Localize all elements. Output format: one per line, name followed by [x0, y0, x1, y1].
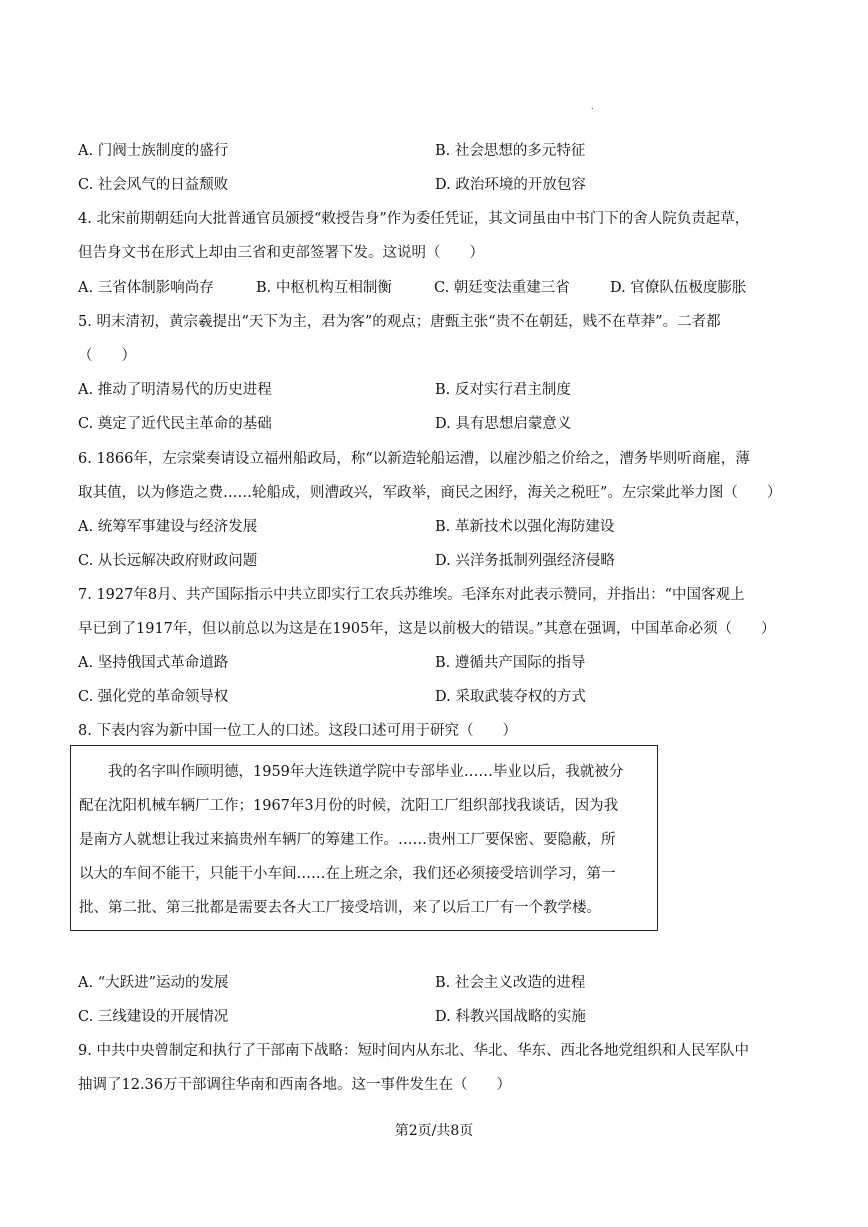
q5-stem-line-1: 5. 明末清初，黄宗羲提出“天下为主，君为客”的观点；唐甄主张“贵不在朝廷，贱不在草莽”。二者都 [78, 314, 721, 330]
q4-option-b: B. 中枢机构互相制衡 [256, 280, 392, 296]
page-mark: . [591, 102, 594, 111]
page-number: 第2页/共8页 [394, 1123, 474, 1139]
q5-stem-line-2: （ ） [78, 348, 136, 364]
q7-option-d: D. 采取武装夺权的方式 [435, 689, 586, 705]
box-line-3: 是南方人就想让我过来搞贵州车辆厂的筹建工作。……贵州工厂要保密、要隐蔽，所 [79, 832, 616, 848]
box-line-5: 批、第二批、第三批都是需要去各大工厂接受培训，来了以后工厂有一个教学楼。 [79, 900, 601, 916]
box-line-1: 我的名字叫作顾明德，1959年大连铁道学院中专部毕业……毕业以后，我就被分 [79, 764, 624, 780]
q6-option-a: A. 统筹军事建设与经济发展 [78, 519, 258, 535]
q6-option-b: B. 革新技术以强化海防建设 [435, 519, 615, 535]
q4-stem-line-1: 4. 北宋前期朝廷向大批普通官员颁授“敕授告身”作为委任凭证，其文词虽由中书门下的舍人院负责起草， [78, 211, 750, 227]
q7-stem-line-2: 早已到了1917年，但以前总以为这是在1905年，这是以前极大的错误。”其意在强调，中国革命必须（ ） [78, 621, 776, 637]
q9-stem-line-2: 抽调了12.36万干部调往华南和西南各地。这一事件发生在（ ） [78, 1077, 512, 1093]
q8-stem: 8. 下表内容为新中国一位工人的口述。这段口述可用于研究（ ） [78, 723, 517, 739]
q5-option-c: C. 奠定了近代民主革命的基础 [78, 416, 272, 432]
q7-option-a: A. 坚持俄国式革命道路 [78, 655, 229, 671]
q9-stem-line-1: 9. 中共中央曾制定和执行了干部南下战略：短时间内从东北、华北、华东、西北各地党组织和人民军队中 [78, 1043, 749, 1059]
q8-option-c: C. 三线建设的开展情况 [78, 1009, 229, 1025]
q8-option-b: B. 社会主义改造的进程 [435, 975, 586, 991]
q3-option-c: C. 社会风气的日益颓败 [78, 177, 229, 193]
q6-stem-line-2: 取其值，以为修造之费……轮船成，则漕政兴，军政举，商民之困纾，海关之税旺”。左宗棠此举力图（ ） [78, 485, 782, 501]
q5-option-b: B. 反对实行君主制度 [435, 382, 571, 398]
q6-option-d: D. 兴洋务抵制列强经济侵略 [435, 553, 615, 569]
q4-option-c: C. 朝廷变法重建三省 [434, 280, 570, 296]
q8-option-a: A. “大跃进”运动的发展 [78, 975, 229, 991]
q5-option-d: D. 具有思想启蒙意义 [435, 416, 572, 432]
q7-option-c: C. 强化党的革命领导权 [78, 689, 229, 705]
q4-stem-line-2: 但告身文书在形式上却由三省和吏部签署下发。这说明（ ） [78, 245, 484, 261]
q4-option-a: A. 三省体制影响尚存 [78, 280, 214, 296]
q3-option-a: A. 门阀士族制度的盛行 [78, 143, 229, 159]
q7-stem-line-1: 7. 1927年8月、共产国际指示中共立即实行工农兵苏维埃。毛泽东对此表示赞同，并指出：“中国客观上 [78, 587, 745, 603]
q8-option-d: D. 科教兴国战略的实施 [435, 1009, 586, 1025]
q4-option-d: D. 官僚队伍极度膨胀 [610, 280, 747, 296]
q6-option-c: C. 从长远解决政府财政问题 [78, 553, 258, 569]
q5-option-a: A. 推动了明清易代的历史进程 [78, 382, 272, 398]
box-line-4: 以大的车间不能干，只能干小车间……在上班之余，我们还必须接受培训学习，第一 [79, 866, 616, 882]
q3-option-d: D. 政治环境的开放包容 [435, 177, 586, 193]
box-line-2: 配在沈阳机械车辆厂工作；1967年3月份的时候，沈阳工厂组织部找我谈话，因为我 [79, 798, 619, 814]
q7-option-b: B. 遵循共产国际的指导 [435, 655, 586, 671]
oral-history-box [70, 745, 658, 931]
q3-option-b: B. 社会思想的多元特征 [435, 143, 586, 159]
q6-stem-line-1: 6. 1866年，左宗棠奏请设立福州船政局，称“以新造轮船运漕，以雇沙船之价给之，漕务毕则听商雇，薄 [78, 451, 750, 467]
